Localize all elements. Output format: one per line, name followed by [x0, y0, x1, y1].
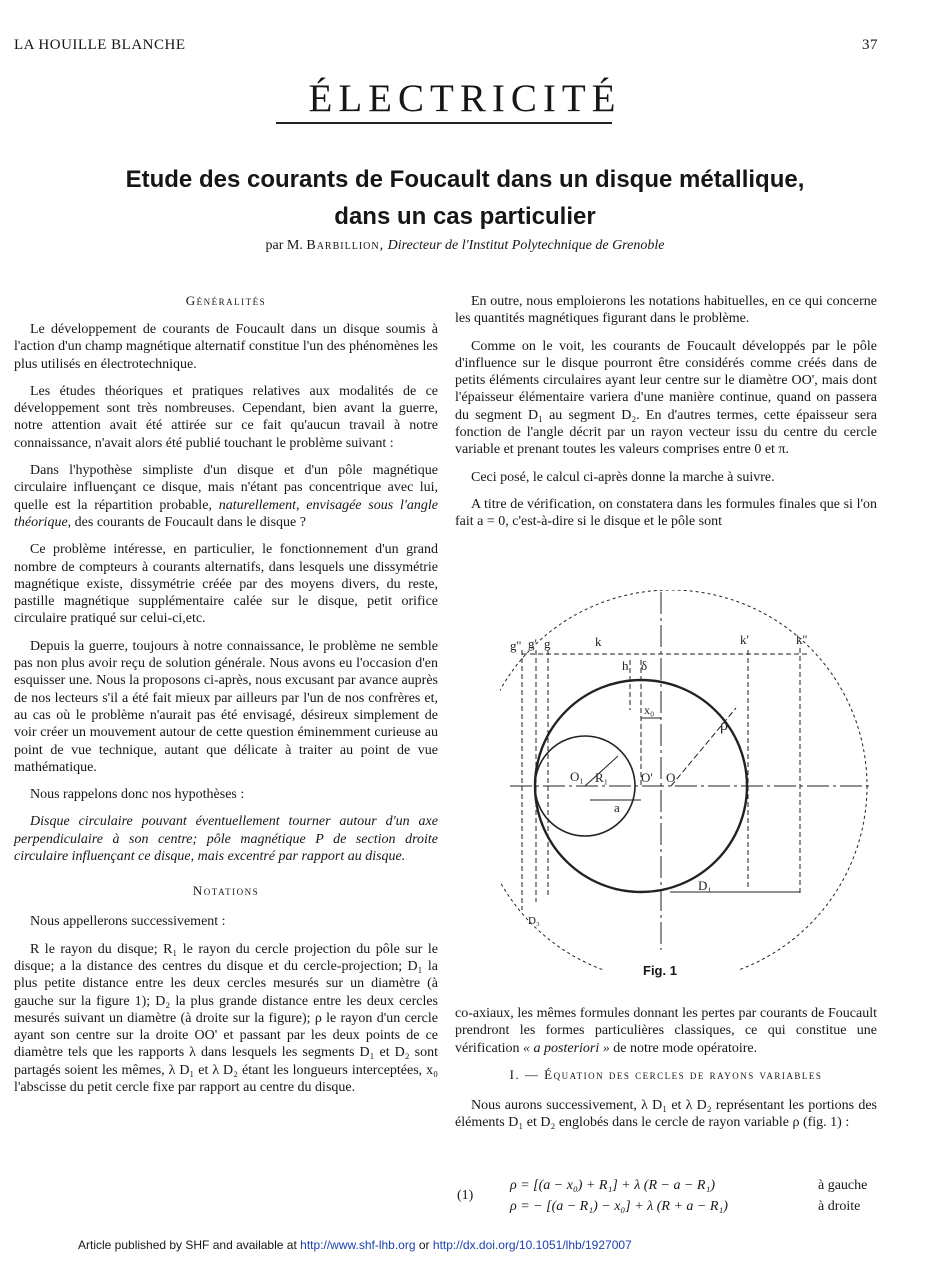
paragraph: Nous aurons successivement, λ D₁ et λ D₂ représentant les portions des éléments D₁ et D₂ englobés dans le cercle de rayon variable ρ (fig. 1) :: [455, 1097, 877, 1131]
paragraph: Le développement de courants de Foucault dans un disque soumis à l'action d'un champ magnétique alternatif constitue l'un des phénomènes les plus utilisés en électrotechnique.: [14, 322, 438, 372]
paragraph: [14, 462, 438, 531]
paragraph: Les études théoriques et pratiques relatives aux modalités de ce développement sont très nombreuses. Cependant, bien avant la guerre, notre attention avait été attirée sur ce fait qu'aucun travail à notre connaissance, n'avait alors été publié touchant le problème suivant :: [14, 383, 438, 451]
heading-equation: I. — Équation des cercles de rayons variables: [509, 1066, 823, 1082]
footer-or: or: [418, 1238, 430, 1252]
byline: [60, 238, 870, 254]
paragraph-text: des courants de Foucault dans le disque ?: [74, 514, 306, 530]
heading-generalites: Généralités: [185, 293, 267, 308]
footer-link-doi[interactable]: http://dx.doi.org/10.1051/lhb/1927007: [432, 1238, 632, 1252]
paragraph: R le rayon du disque; R₁ le rayon du cercle projection du pôle sur le disque; a la distance des centres du disque et du cercle-projection; D₁ la plus petite distance entre les deux cercles mesurés sur un diamètre (à gauche sur la figure 1); D₂ la plus grande distance entre les deux cercles mesurés suivant un diamètre (à droite sur la figure); ρ le rayon d'un cercle ayant son centre sur la droite OO' et passant par les deux points de ce diamètre tels que les rapports λ dans lesquels les segments D₁ et D₂ sont partagés soient les mêmes, λ D₁ et λ D₂ étant les longueurs interceptées, x₀ l'abscisse du petit cercle fixe par rapport au centre du disque.: [14, 941, 438, 1095]
equation-line-2: ρ = − [(a − R₁) − x₀] + λ (R + a − R₁): [510, 1199, 728, 1214]
section-title-rule: [276, 122, 612, 124]
paragraph: Ce problème intéresse, en particulier, le fonctionnement d'un grand nombre de compteurs à courants alternatifs, dans lesquels une dissymétrie magnétique existe, dissymétrie créée par des moyens divers, du reste, pastille magnétique supplémentaire calée sur le disque, petit orifice circulaire pratiqué sur celui-ci,etc.: [14, 542, 438, 627]
paragraph-text: co-axiaux, les mêmes formules donnant les pertes par courants de Foucault prendront les formes particulières classiques, ce qui constitue une vérification: [455, 1006, 877, 1056]
left-column: [14, 293, 438, 1106]
article-title-line-1: Etude des courants de Foucault dans un disque métallique,: [125, 166, 805, 193]
article-title: [40, 161, 890, 235]
label-g1: g': [528, 636, 537, 651]
footer-link-shf[interactable]: http://www.shf-lhb.org: [300, 1238, 416, 1252]
paragraph: Depuis la guerre, toujours à notre connaissance, le problème ne semble pas non plus avoir reçu de solution générale. Nous avons eu l'occasion d'en esquisser une. Nous la proposons ci-après, nous excusant par avance auprès de nos lecteurs s'il a été fait mieux par ailleurs par l'un de nos confrères et, au cas où le problème n'aurait pas été envisagé, désireux simplement de voir créer un mouvement autour de cette question éminemment curieuse au point de vue technique, autant que délicate à traiter au point de vue mathématique.: [14, 638, 438, 775]
label-k0: k: [595, 634, 602, 649]
variable-circle-outer: [500, 590, 867, 970]
paragraph: En outre, nous emploierons les notations habituelles, en ce qui concerne les quantités magnétiques figurant dans le problème.: [455, 294, 877, 327]
equation-number: (1): [457, 1188, 474, 1203]
equation-line-1-side: à gauche: [818, 1178, 868, 1193]
byline-prefix: par M.: [265, 238, 303, 253]
paragraph-text: de notre mode opératoire.: [613, 1040, 758, 1056]
paragraph-text: Dans l'hypothèse simpliste d'un disque et d'un pôle magnétique circulaire influençant ce disque, mais n'étant pas concentrique avec lui, quelle est la répartition probable,: [14, 463, 438, 513]
heading-notations: Notations: [192, 883, 260, 899]
footer: [78, 1238, 632, 1252]
right-column-top: [455, 293, 877, 541]
section-title: ÉLECTRICITÉ: [308, 77, 622, 120]
journal-name: LA HOUILLE BLANCHE: [14, 37, 186, 53]
footer-prefix: Article published by SHF and available at: [78, 1238, 297, 1252]
paragraph: A titre de vérification, on constatera dans les formules finales que si l'on fait a = 0, c'est-à-dire si le disque et le pôle sont: [455, 496, 877, 530]
label-x0: x₀: [644, 703, 655, 717]
label-g2: g'': [510, 638, 522, 653]
paragraph: Comme on le voit, les courants de Foucault développés par le pôle d'influence sur le disque pourront être considérés comme créés dans de petits éléments circulaires ayant leur centre sur le diamètre OO', mais dont l'épaisseur élémentaire variera d'une manière continue, quand on passera du segment D₁ au segment D₂. En d'autres termes, cette épaisseur sera fonction de l'angle décrit par un rayon vecteur issu du centre du cercle variable et prenant toutes les valeurs comprises entre 0 et π.: [455, 338, 877, 458]
author-affiliation: Directeur de l'Institut Polytechnique de Grenoble: [387, 238, 665, 253]
paragraph: Ceci posé, le calcul ci-après donne la marche à suivre.: [471, 469, 775, 485]
hypothesis-paragraph: Disque circulaire pouvant éventuellement tourner autour d'un axe perpendiculaire à son centre; pôle magnétique P de section droite circulaire influençant ce disque, mais excentré par rapport au disque.: [14, 814, 438, 865]
equation-line-2-side: à droite: [818, 1199, 861, 1214]
label-h: h: [622, 658, 629, 673]
paragraph: Nous appellerons successivement :: [30, 914, 226, 930]
paragraph-italic: « a posteriori »: [523, 1040, 610, 1056]
label-D3: D₃: [528, 915, 540, 927]
label-rho: ρ: [720, 717, 728, 734]
figure-caption: Fig. 1: [643, 963, 677, 978]
label-D1: D₁: [698, 878, 712, 893]
page-number: 37: [862, 37, 878, 53]
paragraph: Nous rappelons donc nos hypothèses :: [30, 787, 245, 803]
label-O: O: [666, 770, 676, 785]
figure-1: [500, 590, 880, 970]
paragraph: [455, 1005, 877, 1057]
label-O1: O₁: [570, 769, 584, 784]
label-R1: R₁: [595, 770, 609, 785]
label-delta: δ: [641, 658, 648, 673]
label-g0: g: [544, 636, 551, 651]
label-k2: k'': [796, 632, 808, 647]
label-O-prime: O': [641, 770, 653, 785]
paragraph-italic: naturellement, envisagée sous l'angle théorique,: [14, 497, 439, 530]
label-k1: k': [740, 632, 749, 647]
label-a: a: [614, 800, 620, 815]
author-name: Barbillion,: [306, 238, 385, 253]
equation-line-1: ρ = [(a − x₀) + R₁] + λ (R − a − R₁): [510, 1178, 715, 1193]
right-column-bottom: [455, 1005, 877, 1141]
article-title-line-2: dans un cas particulier: [334, 203, 596, 230]
